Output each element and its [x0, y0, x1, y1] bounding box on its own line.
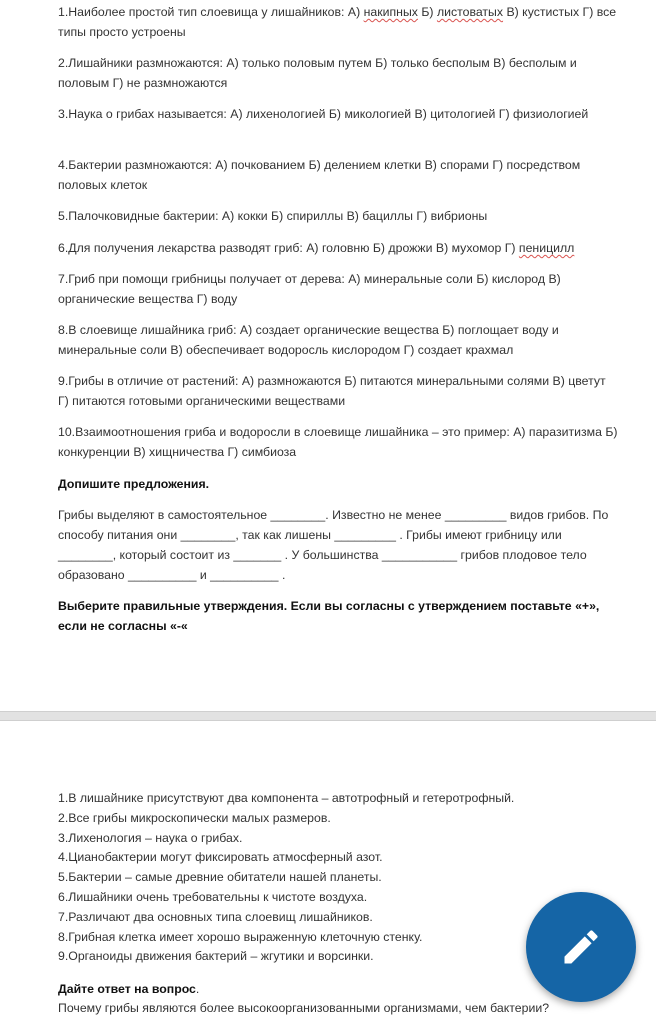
list-item: 9.Органоиды движения бактерий – жгутики и ворсинки. — [58, 949, 374, 964]
spellcheck-word: пеницилл — [518, 241, 575, 255]
answer-heading: Дайте ответ на вопрос. — [58, 982, 200, 996]
question-2: 2.Лишайники размножаются: А) только половым путем Б) только бесполым В) бесполым и половым Г) не размножаются — [58, 56, 577, 90]
pencil-icon — [559, 925, 603, 969]
list-item: 6.Лишайники очень требовательны к чистоте воздуха. — [58, 889, 368, 904]
choose-heading: Выберите правильные утверждения. Если вы согласны с утверждением поставьте «+», если не согласны «-« — [58, 599, 600, 633]
question-8: 8.В слоевище лишайника гриб: А) создает органические вещества Б) поглощает воду и минеральные соли В) обеспечивает водоросль кислородом Г) создает крахмал — [58, 323, 559, 357]
complete-heading: Допишите предложения. — [58, 477, 210, 491]
list-item: 7.Различают два основных типа слоевищ лишайников. — [58, 909, 373, 924]
question-9: 9.Грибы в отличие от растений: А) размножаются Б) питаются минеральными солями В) цветут Г) питаются готовыми органическими веществами — [58, 374, 606, 408]
question-10: 10.Взаимоотношения гриба и водоросли в слоевище лишайника – это пример: А) паразитизма Б) конкуренции В) хищничества Г) симбиоза — [58, 425, 618, 459]
list-item: 5.Бактерии – самые древние обитатели нашей планеты. — [58, 870, 382, 885]
list-item: 3.Лихенология – наука о грибах. — [58, 830, 243, 845]
list-item: 8.Грибная клетка имеет хорошо выраженную клеточную стенку. — [58, 929, 423, 944]
question-7: 7.Гриб при помощи грибницы получает от дерева: А) минеральные соли Б) кислород В) органические вещества Г) воду — [58, 272, 561, 306]
spellcheck-word: накипных — [363, 5, 418, 19]
edit-fab-button[interactable] — [526, 892, 636, 1002]
question-1: 1.Наиболее простой тип слоевища у лишайников: А) накипных Б) листоватых В) кустистых Г) все типы просто устроены — [58, 5, 617, 39]
question-4: 4.Бактерии размножаются: А) почкованием Б) делением клетки В) спорами Г) посредством половых клеток — [58, 158, 581, 192]
complete-text: Грибы выделяют в самостоятельное ________. Известно не менее _________ видов грибов. По способу питания они ________, так как лишены _________ . Грибы имеют грибницу или ________, который состоит из _______ . У большинства ___________ грибов плодовое тело образовано __________ и __________ . — [58, 508, 609, 582]
question-5: 5.Палочковидные бактерии: А) кокки Б) спириллы В) бациллы Г) вибрионы — [58, 209, 488, 223]
question-3: 3.Наука о грибах называется: А) лихенологией Б) микологией В) цитологией Г) физиологией — [58, 107, 589, 121]
question-6: 6.Для получения лекарства разводят гриб: А) головню Б) дрожжи В) мухомор Г) пеницилл — [58, 241, 575, 255]
list-item: 4.Цианобактерии могут фиксировать атмосферный азот. — [58, 850, 383, 865]
spellcheck-word: листоватых — [436, 5, 504, 19]
list-item: 2.Все грибы микроскопически малых размеров. — [58, 810, 331, 825]
page-divider — [0, 711, 656, 721]
list-item: 1.В лишайнике присутствуют два компонента – автотрофный и гетеротрофный. — [58, 791, 515, 805]
answer-question: Почему грибы являются более высокоорганизованными организмами, чем бактерии? — [58, 1001, 550, 1015]
